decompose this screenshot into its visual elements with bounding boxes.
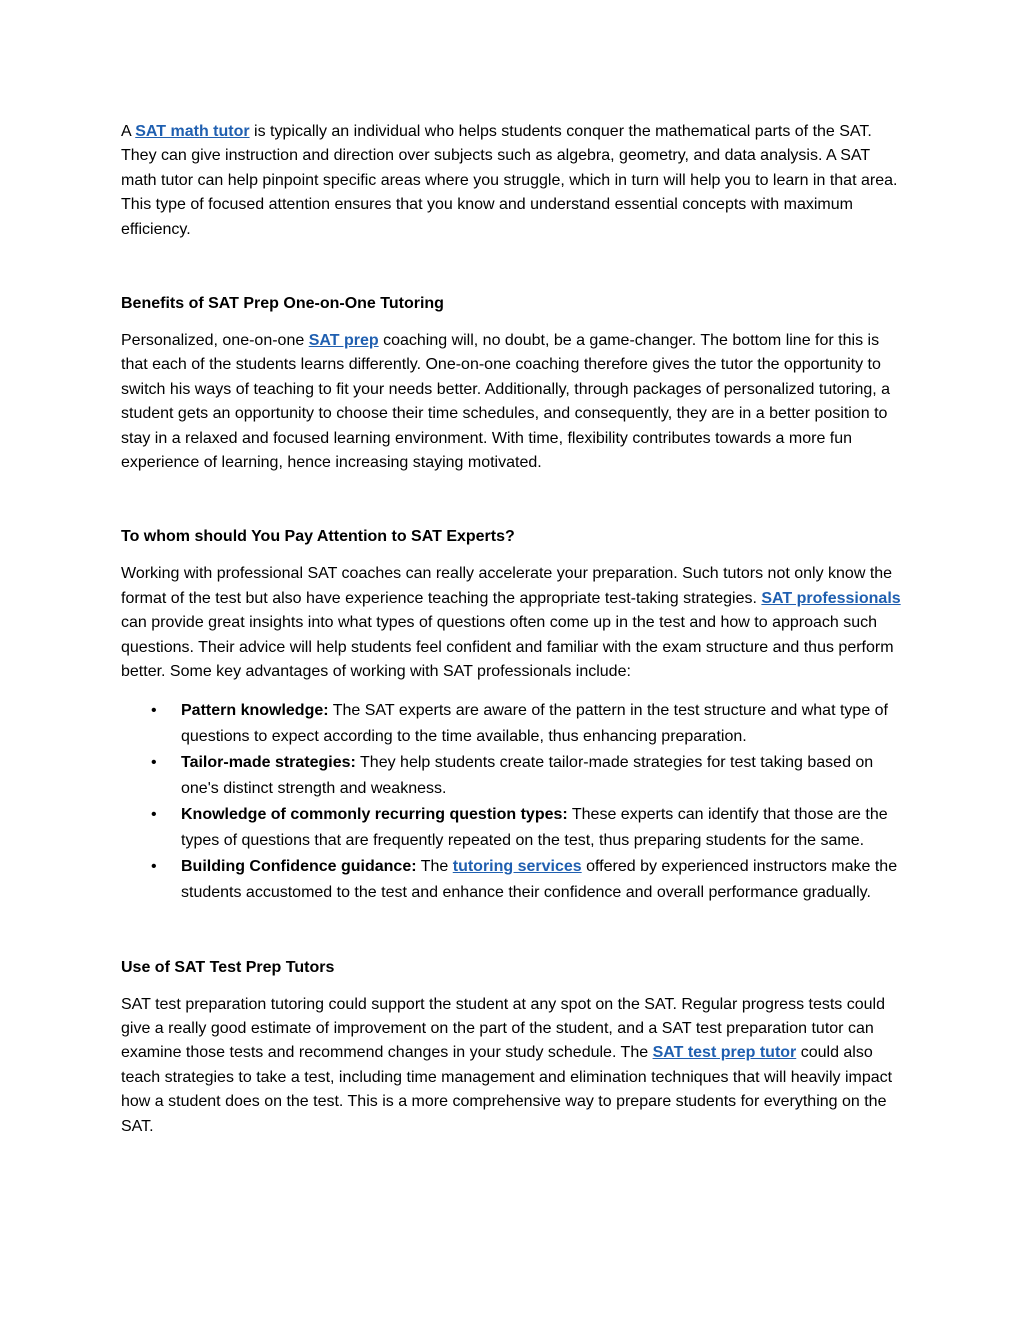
- list-item-label: Pattern knowledge:: [181, 701, 329, 719]
- list-item-text-before: The: [416, 857, 453, 875]
- advantages-list: [121, 698, 907, 906]
- bullet-icon: •: [151, 805, 157, 823]
- intro-paragraph: [121, 120, 907, 242]
- bullet-icon: •: [151, 857, 157, 875]
- intro-text-end: is typically an individual who helps students conquer the mathematical parts of the SAT. They can give instruction and direction over subjects such as algebra, geometry, and data analysis. A SAT math tutor can help pinpoint specific areas where you struggle, which in turn will help you to learn in that area. This type of focused attention ensures that you know and understand essential concepts with maximum efficiency.: [121, 123, 898, 238]
- sat-test-prep-tutor-link[interactable]: SAT test prep tutor: [652, 1044, 797, 1062]
- list-item: [121, 698, 907, 750]
- sat-professionals-link[interactable]: SAT professionals: [761, 589, 901, 607]
- list-item-text-after: offered by experienced instructors make the students accustomed to the test and enhance their confidence and overall performance gradually.: [181, 857, 898, 901]
- experts-text-start: Working with professional SAT coaches can really accelerate your preparation. Such tutors not only know the format of the test but also have experience teaching the appropriate test-taking strategies.: [121, 565, 893, 607]
- list-item-text: These experts can identify that those are the types of questions that are frequently repeated on the test, thus preparing students for the same.: [181, 805, 888, 849]
- use-text-start: SAT test preparation tutoring could support the student at any spot on the SAT. Regular progress tests could give a really good estimate of improvement on the part of the student, and a SAT test preparation tutor can examine those tests and recommend changes in your study schedule. The: [121, 995, 885, 1062]
- benefits-text-end: coaching will, no doubt, be a game-changer. The bottom line for this is that each of the students learns differently. One-on-one coaching therefore gives the tutor the opportunity to switch his ways of teaching to fit your needs better. Additionally, through packages of personalized tutoring, a student gets an opportunity to choose their time schedules, and consequently, they are in a better position to stay in a relaxed and focused learning environment. With time, flexibility contributes towards a more fun experience of learning, hence increasing staying motivated.: [121, 332, 891, 472]
- list-item-label: Knowledge of commonly recurring question types:: [181, 805, 568, 823]
- list-item-label: Building Confidence guidance:: [181, 857, 417, 875]
- use-paragraph: [121, 993, 907, 1139]
- list-item-label: Tailor-made strategies:: [181, 753, 356, 771]
- experts-text-end: can provide great insights into what types of questions often come up in the test and how to approach such questions. Their advice will help students feel confident and familiar with the exam structure and thus perform better. Some key advantages of working with SAT professionals include:: [121, 614, 894, 681]
- document-page: [121, 120, 907, 1139]
- list-item: [121, 854, 907, 906]
- sat-math-tutor-link[interactable]: SAT math tutor: [135, 123, 250, 140]
- use-heading: Use of SAT Test Prep Tutors: [121, 958, 335, 976]
- list-item: [121, 750, 907, 802]
- use-text-end: could also teach strategies to take a test, including time management and elimination techniques that will heavily impact how a student does on the test. This is a more comprehensive way to prepare students for everything on the SAT.: [121, 1044, 893, 1135]
- list-item: [121, 802, 907, 854]
- experts-heading: To whom should You Pay Attention to SAT Experts?: [121, 528, 515, 546]
- bullet-icon: •: [151, 753, 157, 771]
- benefits-text-start: Personalized, one-on-one: [121, 332, 309, 350]
- benefits-heading: Benefits of SAT Prep One-on-One Tutoring: [121, 295, 444, 313]
- list-item-text: They help students create tailor-made strategies for test taking based on one's distinct strength and weakness.: [181, 753, 874, 797]
- benefits-paragraph: [121, 329, 907, 475]
- tutoring-services-link[interactable]: tutoring services: [452, 857, 582, 875]
- sat-prep-link[interactable]: SAT prep: [308, 332, 379, 350]
- intro-text-start: A: [121, 123, 136, 140]
- bullet-icon: •: [151, 701, 157, 719]
- experts-paragraph: [121, 562, 907, 684]
- list-item-text: The SAT experts are aware of the pattern in the test structure and what type of questions to expect according to the time available, thus enhancing preparation.: [181, 701, 888, 745]
